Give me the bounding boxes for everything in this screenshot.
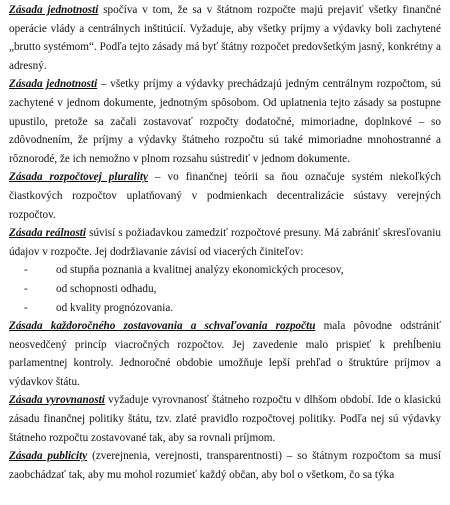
list-item-text: od schopnosti odhadu, <box>56 282 157 295</box>
paragraph-kazdorocne <box>9 317 441 391</box>
term-heading: Zásada reálnosti <box>9 227 87 240</box>
factors-list <box>9 261 441 317</box>
term-heading: Zásada rozpočtovej plurality <box>9 171 148 184</box>
paragraph-text: – vo finančnej teórii sa ňou označuje systém niekoľkých čiastkových rozpočtov uplatňovaný v podmienkach decentralizácie sústavy verejných rozpočtov. <box>9 171 441 221</box>
paragraph-text: súvisí s požiadavkou zamedziť rozpočtové presuny. Má zabrániť skresľovaniu údajov v rozpočte. Jej dodržiavanie závisí od viacerých činiteľov: <box>9 227 441 258</box>
term-heading: Zásada jednotnosti <box>9 4 99 16</box>
paragraph-text: spočíva v tom, že sa v štátnom rozpočte majú prejaviť všetky finančné operácie vlády a centrálnych inštitúcií. Vyžaduje, aby všetky príjmy a výdavky boli zachytené „brutto systémom“. Podľa tejto zásady má byť štátny rozpočet predovšetkým jasný, konkrétny a adresný. <box>9 4 441 72</box>
paragraph-text: – všetky príjmy a výdavky prechádzajú jedným centrálnym rozpočtom, sú zachytené v jednom dokumente, jednotným spôsobom. Od uplatnenia tejto zásady sa postupne upustilo, pretože sa začali zostavovať rozpočty dodatočné, mimoriadne, doplnkové – so zdôvodnením, že príjmy a výdavky štátneho rozpočtu sú také mimoriadne mnohostranné a rôznorodé, že ich nemožno v plnom rozsahu sústrediť v jednom dokumente. <box>9 78 441 165</box>
list-item-text: od stupňa poznania a kvalitnej analýzy ekonomických procesov, <box>56 264 344 277</box>
list-item <box>24 299 441 318</box>
dash-marker: - <box>24 301 28 314</box>
dash-marker: - <box>24 264 28 277</box>
paragraph-realnost <box>9 224 441 261</box>
paragraph-text: vyžaduje vyrovnanosť štátneho rozpočtu v dlhšom období. Ide o klasickú zásadu finančnej politiky štátu, tzv. zlaté pravidlo rozpočtovej politiky. Podľa nej sú výdavky štátneho rozpočtu zostavované tak, aby sa rovnali príjmom. <box>9 394 442 444</box>
paragraph-jednotnost-2 <box>9 75 441 168</box>
paragraph-publicita <box>9 447 441 484</box>
paragraph-jednotnost-1 <box>9 1 441 75</box>
list-item <box>24 280 441 299</box>
term-heading: Zásada jednotnosti <box>9 78 98 91</box>
list-item-text: od kvality prognózovania. <box>56 301 174 314</box>
term-heading: Zásada publicity <box>9 450 88 463</box>
paragraph-vyrovnanost <box>9 391 441 447</box>
paragraph-text: (zverejnenia, verejnosti, transparentnosti) – so štátnym rozpočtom sa musí zaobchádzať tak, aby mu mohol rozumieť každý občan, aby bol o všetkom, čo sa týka <box>9 450 441 481</box>
dash-marker: - <box>24 282 28 295</box>
term-heading: Zásada každoročného zostavovania a schvaľovania rozpočtu <box>9 320 316 333</box>
term-heading: Zásada vyrovnanosti <box>9 394 105 407</box>
list-item <box>24 261 441 280</box>
paragraph-text: mala pôvodne odstrániť neosvedčený princíp viacročných rozpočtov. Jej zavedenie malo prispieť k prehĺbeniu parlamentnej kontroly. Jednoročné obdobie umožňuje lepší prehľad o štruktúre príjmov a výdavkov štátu. <box>9 320 442 388</box>
paragraph-plurality <box>9 168 441 224</box>
